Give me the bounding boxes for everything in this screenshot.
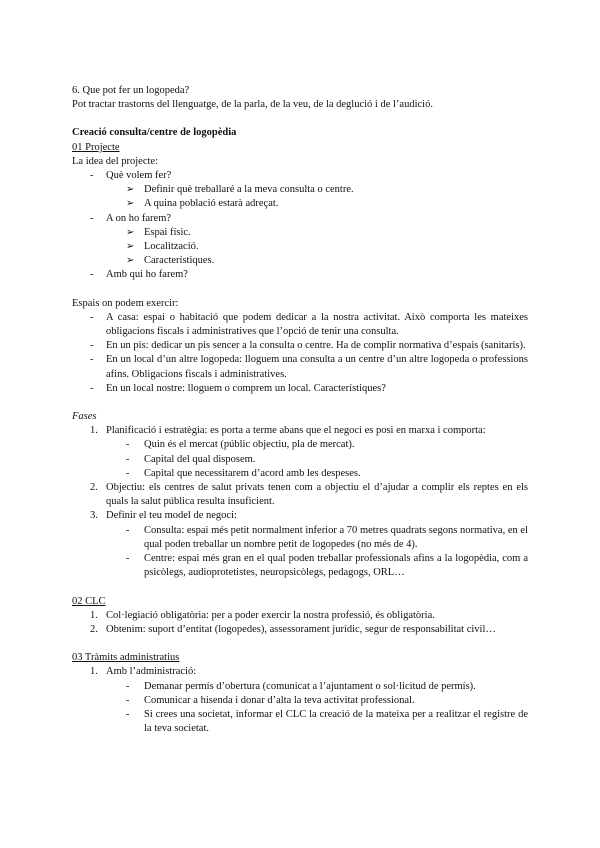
list-item: - En un pis: dedicar un pis sencer a la consulta o centre. Ha de complir normativa d’espais (sanitaris).	[72, 339, 528, 353]
list-item: ➢ Definir què treballaré a la meva consulta o centre.	[72, 183, 528, 197]
dash-bullet: -	[90, 269, 94, 281]
document-heading: Creació consulta/centre de logopèdia	[72, 127, 237, 139]
number-marker: 1.	[90, 609, 98, 621]
list-item: - Capital que necessitarem d’acord amb les despeses.	[72, 467, 528, 481]
dash-bullet: -	[126, 680, 130, 692]
dash-bullet: -	[126, 553, 130, 565]
arrow-bullet-icon: ➢	[126, 226, 135, 238]
dash-bullet: -	[126, 453, 130, 465]
list-item: - A on ho farem?	[72, 212, 528, 226]
intro-question: 6. Que pot fer un logopeda?	[72, 85, 190, 96]
list-item: - Què volem fer?	[72, 169, 528, 183]
list-item: - Comunicar a hisenda i donar d’alta la teva activitat professional.	[72, 694, 528, 708]
dash-bullet: -	[90, 311, 94, 323]
list-item: - Demanar permís d’obertura (comunicat a l’ajuntament o sol·licitud de permís).	[72, 680, 528, 694]
project-lead: La idea del projecte:	[72, 155, 158, 167]
dash-bullet: -	[126, 467, 130, 479]
dash-bullet: -	[126, 439, 130, 451]
list-item: 3. Definir el teu model de negoci:	[72, 509, 528, 523]
arrow-bullet-icon: ➢	[126, 241, 135, 253]
list-item: 1. Col·legiació obligatòria: per a poder exercir la nostra professió, és obligatòria.	[72, 609, 528, 623]
spaces-lead: Espais on podem exercir:	[72, 297, 179, 309]
dash-bullet: -	[90, 212, 94, 224]
list-item: - Consulta: espai més petit normalment inferior a 70 metres quadrats segons normativa, en el qual poden treballar un nombre petit de logopedes (no més de 4).	[126, 524, 528, 550]
dash-bullet: -	[126, 694, 130, 706]
number-marker: 1.	[90, 666, 98, 678]
list-item: 1. Amb l’administració:	[72, 665, 528, 679]
dash-bullet: -	[90, 382, 94, 394]
dash-bullet: -	[126, 708, 130, 720]
dash-bullet: -	[90, 170, 94, 182]
number-marker: 1.	[90, 425, 98, 437]
list-item: - Amb qui ho farem?	[72, 268, 528, 282]
list-item: - En un local d’un altre logopeda: lloguem una consulta a un centre d’un altre logopeda o professions afins. Obligacions fiscals i administratives.	[90, 354, 528, 380]
list-item: 2. Obtenim: suport d’entitat (logopedes), assessorament jurídic, segur de responsabilitat civil…	[72, 623, 528, 637]
dash-bullet: -	[90, 340, 94, 352]
section-title-projecte: 01 Projecte	[72, 141, 120, 153]
dash-bullet: -	[126, 524, 130, 536]
list-item: - Capital del qual disposem.	[72, 453, 528, 467]
list-item: ➢ Característiques.	[72, 254, 528, 268]
dash-bullet: -	[90, 354, 94, 366]
list-item: - Si crees una societat, informar el CLC la creació de la mateixa per a realitzar el registre de la teva societat.	[126, 708, 528, 735]
phases-title: Fases	[72, 411, 97, 423]
number-marker: 3.	[90, 510, 98, 522]
list-item: - Quin és el mercat (públic objectiu, pla de mercat).	[72, 438, 528, 452]
section-title-tramits: 03 Tràmits administratius	[72, 652, 180, 664]
list-item: ➢ Espai físic.	[72, 226, 528, 240]
arrow-bullet-icon: ➢	[126, 198, 135, 210]
number-marker: 2.	[90, 623, 98, 635]
arrow-bullet-icon: ➢	[126, 255, 135, 267]
arrow-bullet-icon: ➢	[126, 184, 135, 196]
list-item: - En un local nostre: lloguem o comprem un local. Característiques?	[72, 382, 528, 396]
section-title-clc: 02 CLC	[72, 595, 106, 607]
list-item: - A casa: espai o habitació que podem dedicar a la nostra activitat. Això comporta les mateixes obligacions fiscals i administratives que l’opció de tenir una consulta.	[90, 311, 528, 338]
list-item: ➢ Localització.	[72, 240, 528, 254]
list-item: ➢ A quina població estarà adreçat.	[72, 197, 528, 211]
list-item: 1. Planificació i estratègia: es porta a terme abans que el negoci es posi en marxa i comporta:	[72, 424, 528, 438]
number-marker: 2.	[90, 482, 98, 494]
list-item: 2. Objectiu: els centres de salut privats tenen com a objectiu el d’ajudar a complir els reptes en els quals la salut pública resulta insuficient.	[90, 482, 528, 508]
intro-answer: Pot tractar trastorns del llenguatge, de la parla, de la veu, de la deglució i de l’audició.	[72, 99, 433, 111]
list-item: - Centre: espai més gran en el qual poden treballar professionals afins a la logopèdia, com a psicòlegs, audioprotetistes, neuropsicòlegs, pedagogs, ORL…	[126, 553, 528, 579]
